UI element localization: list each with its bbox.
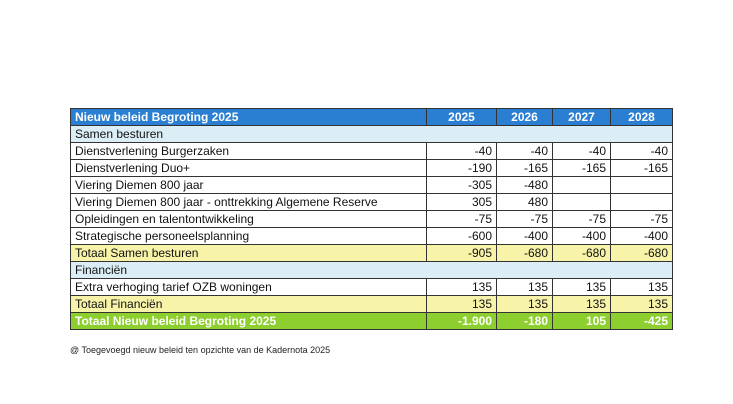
grand-total-row-value: -1.900 [427,313,497,330]
table-row-value: 135 [611,279,673,296]
year-header: 2028 [611,109,673,126]
table-row-value: -40 [497,143,553,160]
section-header-row [71,262,673,279]
table-row-value: -40 [553,143,611,160]
table-row-value: -165 [611,160,673,177]
subtotal-row [71,245,673,262]
subtotal-row [71,296,673,313]
table-row-value: -400 [497,228,553,245]
table-row-label: Dienstverlening Burgerzaken [71,143,427,160]
table-row-label: Opleidingen en talentontwikkeling [71,211,427,228]
grand-total-row-value: -425 [611,313,673,330]
year-header: 2025 [427,109,497,126]
table-row-value: 135 [553,279,611,296]
table-row-value: -480 [497,177,553,194]
table-row-label: Strategische personeelsplanning [71,228,427,245]
subtotal-row-value: 135 [497,296,553,313]
table-row-value: -400 [553,228,611,245]
grand-total-row-value: 105 [553,313,611,330]
grand-total-row-label: Totaal Nieuw beleid Begroting 2025 [71,313,427,330]
table-title: Nieuw beleid Begroting 2025 [71,109,427,126]
table-row-value: -40 [611,143,673,160]
footnote: @ Toegevoegd nieuw beleid ten opzichte van de Kadernota 2025 [70,345,331,355]
table-row-value: -305 [427,177,497,194]
table-row-label: Extra verhoging tarief OZB woningen [71,279,427,296]
table-row-value [611,177,673,194]
table-row-value: -165 [497,160,553,177]
table-row-value: 305 [427,194,497,211]
table-row-value [553,177,611,194]
subtotal-row-value: -680 [611,245,673,262]
subtotal-row-value: -905 [427,245,497,262]
table-row [71,194,673,211]
table-row [71,143,673,160]
subtotal-row-value: -680 [553,245,611,262]
table-row-value: -75 [427,211,497,228]
table-row-value [553,194,611,211]
table-row-value [611,194,673,211]
table-row-value: -75 [497,211,553,228]
table-row [71,211,673,228]
section-title: Financiën [71,262,673,279]
subtotal-row-value: 135 [611,296,673,313]
subtotal-row-value: 135 [427,296,497,313]
table-row [71,160,673,177]
section-title: Samen besturen [71,126,673,143]
table-row-label: Dienstverlening Duo+ [71,160,427,177]
table-row [71,177,673,194]
table-header-row [71,109,673,126]
table-row-value: -600 [427,228,497,245]
table-row-label: Viering Diemen 800 jaar [71,177,427,194]
table-row-value: -75 [553,211,611,228]
year-header: 2027 [553,109,611,126]
year-header: 2026 [497,109,553,126]
budget-table [70,108,673,330]
subtotal-row-value: -680 [497,245,553,262]
table-row-label: Viering Diemen 800 jaar - onttrekking Algemene Reserve [71,194,427,211]
subtotal-row-label: Totaal Financiën [71,296,427,313]
table-row [71,279,673,296]
table-row-value: 480 [497,194,553,211]
table-row-value: -165 [553,160,611,177]
table-row-value: 135 [497,279,553,296]
table-row-value: -190 [427,160,497,177]
grand-total-row-value: -180 [497,313,553,330]
table-row-value: -400 [611,228,673,245]
table-row-value: 135 [427,279,497,296]
grand-total-row [71,313,673,330]
table-row-value: -75 [611,211,673,228]
table-row-value: -40 [427,143,497,160]
section-header-row [71,126,673,143]
table-row [71,228,673,245]
subtotal-row-value: 135 [553,296,611,313]
subtotal-row-label: Totaal Samen besturen [71,245,427,262]
